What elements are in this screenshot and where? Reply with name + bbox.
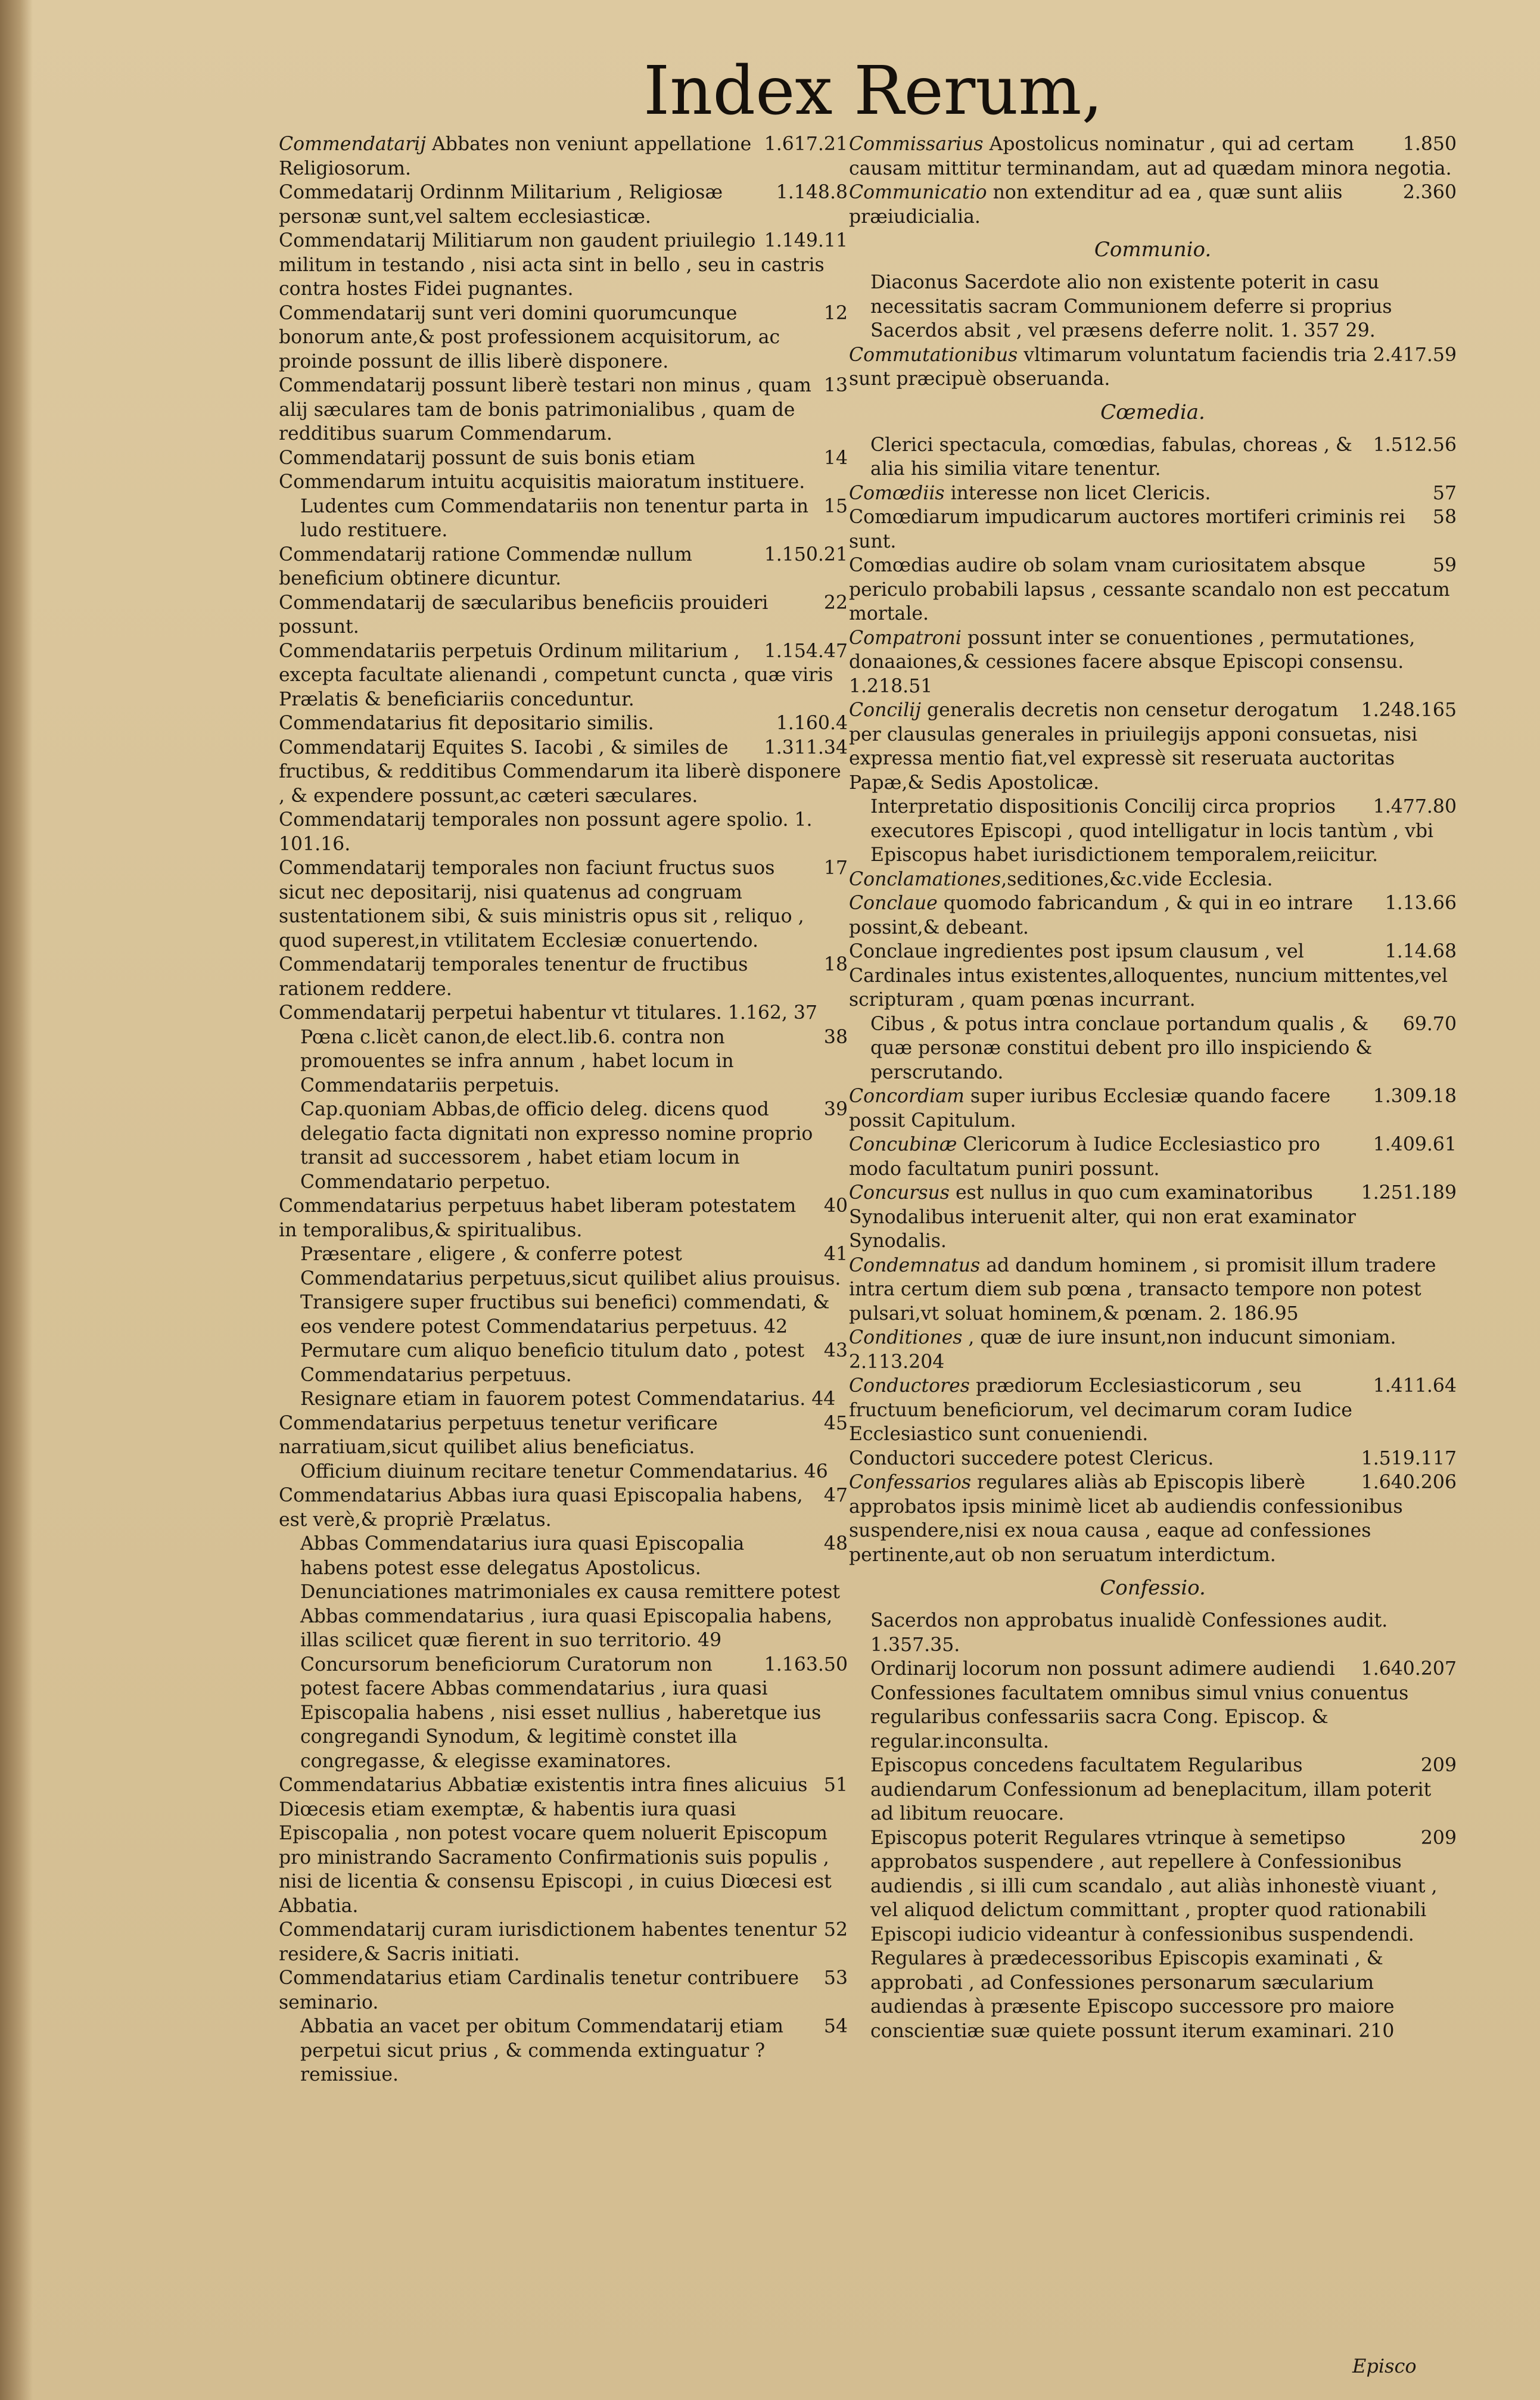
entry-text: Commendatarij Militiarum non gaudent priuilegio militum in testando , nisi acta sint in bello , seu in castris contra hostes Fidei pugnantes. [279,230,825,300]
entry-text: , quæ de iure insunt,non inducunt simoniam. 2.113.204 [849,1327,1396,1373]
right-column [849,132,1457,2043]
index-entry [279,1339,848,1387]
index-entry [849,626,1457,699]
entry-text: Conductori succedere potest Clericus. [849,1447,1214,1469]
entry-text: Commendatarij sunt veri domini quorumcunque bonorum ante,& post professionem acquisitorum, ac proinde possunt de illis liberè disponere. [279,302,780,372]
entry-text: Commendatarius perpetuus tenetur verificare narratiuam,sicut quilibet alius beneficiatus. [279,1412,718,1458]
entry-text: super iuribus Ecclesiæ quando facere possit Capitulum. [849,1086,1331,1131]
entry-reference: 1.617.21 [764,133,848,155]
entry-reference: 15 [823,495,848,517]
entry-reference: 1.640.207 [1361,1658,1457,1680]
entry-text: Commendatarij temporales tenentur de fructibus rationem reddere. [279,954,748,1000]
index-entry [279,229,848,301]
entry-text: Resignare etiam in fauorem potest Commendatarius. 44 [300,1388,836,1410]
index-entry [849,1254,1457,1326]
entry-text: Præsentare , eligere , & conferre potest Commendatarius perpetuus,sicut quilibet alius prouisus. [300,1243,841,1289]
entry-reference: 1.512.56 [1373,434,1457,456]
entry-reference: 1.13.66 [1385,893,1457,914]
entry-reference: 1.409.61 [1373,1134,1457,1155]
index-entry [279,374,848,446]
index-entry [279,856,848,953]
entry-text: Commedatarij Ordinnm Militarium , Religiosæ personæ sunt,vel saltem ecclesiasticæ. [279,182,723,228]
entry-reference: 12 [823,302,848,324]
entry-text: Commendatarij ratione Commendæ nullum beneficium obtinere dicuntur. [279,543,692,589]
entry-reference: 45 [823,1412,848,1434]
entry-reference: 69.70 [1402,1013,1457,1035]
index-entry [849,343,1457,391]
entry-text: generalis decretis non censetur derogatum per clausulas generales in priuilegijs apponi consuetas, nisi expressa mentio fiat,vel expressè sit reseruata auctoritas Papæ,& Sedis Apostolicæ. [849,700,1418,794]
entry-text: Commendatarij de sæcularibus beneficiis prouideri possunt. [279,592,769,638]
index-entry [279,639,848,712]
entry-reference: 209 [1420,1827,1457,1849]
entry-headword: Conclaue [849,893,938,914]
entry-reference: 1.311.34 [764,736,848,758]
entry-text: Episcopus concedens facultatem Regularibus audiendarum Confessionum ad beneplacitum, illam poterit ad libitum reuocare. [870,1755,1432,1824]
entry-headword: Concilij [849,700,921,721]
index-entry [849,891,1457,940]
entry-headword: Commendatarij [279,133,427,155]
entry-reference: 1.154.47 [764,640,848,662]
entry-text: Pœna c.licèt canon,de elect.lib.6. contra non promouentes se infra annum , habet locum in Commendatariis perpetuis. [300,1026,734,1096]
index-entry [849,1374,1457,1447]
index-entry [279,711,848,736]
entry-reference: 1.163.50 [764,1653,848,1675]
index-entry [279,1580,848,1653]
entry-reference: 1.160.4 [776,713,848,734]
entry-reference: 43 [823,1340,848,1361]
entry-reference: 1.149.11 [764,230,848,251]
index-entry [279,1291,848,1339]
entry-headword: Concursus [849,1182,950,1204]
section-heading: Communio. [1094,238,1212,262]
page-title: Index Rerum, [643,52,1103,130]
index-entry [849,1326,1457,1374]
entry-text: Commendatarij possunt liberè testari non minus , quam alij sæculares tam de bonis patrimonialibus , quam de redditibus suarum Commendarum. [279,375,811,444]
index-entry [279,1484,848,1532]
entry-text: Commendatarij temporales non possunt agere spolio. 1. 101.16. [279,809,813,855]
section-heading: Confessio. [1100,1576,1206,1600]
index-entry [279,1460,848,1484]
entry-reference: 48 [823,1533,848,1555]
entry-headword: Commissarius [849,133,984,155]
entry-headword: Conditiones [849,1327,963,1348]
entry-reference: 1.477.80 [1373,796,1457,817]
index-entry [279,1412,848,1460]
left-column [279,132,848,2087]
index-entry [279,1532,848,1580]
entry-reference: 41 [823,1243,848,1265]
index-entry [279,591,848,639]
entry-text: prædiorum Ecclesiasticorum , seu fructuum beneficiorum, vel decimarum coram Iudice Ecclesiastico sunt conueniendi. [849,1375,1352,1445]
entry-reference: 14 [823,447,848,469]
entry-text: quomodo fabricandum , & qui in eo intrare possint,& debeant. [849,893,1354,938]
entry-reference: 54 [823,2016,848,2037]
entry-headword: Commutationibus [849,344,1018,366]
entry-text: Commendatarij curam iurisdictionem habentes tenentur residere,& Sacris initiati. [279,1919,817,1965]
entry-text: Ludentes cum Commendatariis non tenentur parta in ludo restituere. [300,495,808,541]
entry-reference: 1.519.117 [1361,1447,1457,1469]
index-entry [279,808,848,856]
index-entry [849,1947,1457,2043]
entry-text: Clericorum à Iudice Ecclesiastico pro modo facultatum puniri possunt. [849,1134,1320,1180]
index-entry [849,1609,1457,1657]
entry-text: Commendatarius etiam Cardinalis tenetur contribuere seminario. [279,1967,799,2013]
entry-reference: 1.309.18 [1373,1086,1457,1107]
entry-reference: 2.417.59 [1373,344,1457,366]
index-entry [279,2014,848,2087]
index-entry [279,1001,848,1025]
entry-text: Ordinarij locorum non possunt adimere audiendi Confessiones facultatem omnibus simul vnius conuentus regularibus confessariis sacra Cong. Episcop. & regular.inconsulta. [870,1658,1409,1752]
index-entry [849,505,1457,554]
index-entry [279,1918,848,1966]
entry-reference: 22 [823,592,848,614]
entry-reference: 1.640.206 [1361,1472,1457,1493]
entry-text: Concursorum beneficiorum Curatorum non potest facere Abbas commendatarius , iura quasi Episcopalia habens , nisi esset nullius , haberetque ius congregandi Synodum, & legitimè constet illa congregasse, & elegisse examinatores. [300,1653,822,1772]
entry-reference: 17 [823,857,848,879]
entry-reference: 39 [823,1099,848,1120]
index-entry [849,1754,1457,1826]
entry-reference: 1.148.8 [776,182,848,203]
entry-reference: 52 [823,1919,848,1941]
section-heading: Cœmedia. [1100,400,1205,424]
entry-text: Conclaue ingredientes post ipsum clausum , vel Cardinales intus existentes,alloquentes, nuncium mittentes,vel scripturam , quam pœnas incurrant. [849,941,1448,1011]
entry-text: interesse non licet Clericis. [944,482,1211,504]
entry-text: est nullus in quo cum examinatoribus Synodalibus interuenit alter, qui non erat examinator Synodalis. [849,1182,1356,1252]
entry-text: Apostolicus nominatur , qui ad certam causam mittitur terminandam, aut ad quædam minora negotia. [849,133,1452,179]
entry-text: Interpretatio dispositionis Concilij circa proprios executores Episcopi , quod intelligatur in locis tantùm , vbi Episcopus habet iurisdictionem temporalem,reiicitur. [870,796,1434,866]
entry-reference: 1.150.21 [764,543,848,565]
entry-reference: 53 [823,1967,848,1989]
index-entry [279,1653,848,1774]
index-entry [849,795,1457,868]
entry-text: Commendatarius fit depositario similis. [279,713,654,734]
index-entry [849,271,1457,343]
entry-reference: 47 [823,1485,848,1506]
index-entry [849,1181,1457,1254]
index-entry [849,181,1457,229]
entry-text: Commendatarij Equites S. Iacobi , & similes de fructibus, & redditibus Commendarum ita liberè disponere , & expendere possunt,ac cæteri sæculares. [279,736,841,807]
entry-headword: Communicatio [849,182,987,203]
index-entry [279,1387,848,1412]
entry-text: regulares aliàs ab Episcopis liberè approbatos ipsis minimè licet ab audiendis confessionibus suspendere,nisi ex noua causa , eaque ad confessiones pertinente,aut ob non seruatum interdictum. [849,1472,1403,1566]
entry-text: Officium diuinum recitare tenetur Commendatarius. 46 [300,1460,828,1482]
entry-text: Abbatia an vacet per obitum Commendatarij etiam perpetui sicut prius , & commenda extinguatur ? remissiue. [300,2016,783,2085]
entry-reference: 209 [1420,1755,1457,1776]
index-entry [849,1826,1457,1947]
entry-text: Cibus , & potus intra conclaue portandum qualis , & quæ personæ constitui debent pro illo inspiciendo & perscrutando. [870,1013,1373,1083]
entry-text: ,seditiones,&c.vide Ecclesia. [1001,868,1273,890]
index-entry [849,940,1457,1012]
entry-headword: Comœdiis [849,482,945,504]
entry-text: ad dandum hominem , si promisit illum tradere intra certum diem sub pœna , transacto tempore non potest pulsari,vt soluat hominem,& pœnam. 2. 186.95 [849,1254,1436,1325]
index-entry [279,181,848,229]
index-entry [849,868,1457,892]
entry-headword: Compatroni [849,627,962,649]
index-entry [849,1012,1457,1085]
entry-reference: 2.360 [1402,182,1457,203]
catchword: Episco [1352,2355,1417,2377]
entry-reference: 1.248.165 [1361,700,1457,721]
entry-headword: Confessarios [849,1472,972,1493]
entry-reference: 18 [823,954,848,975]
entry-reference: 38 [823,1026,848,1048]
index-entry [849,1133,1457,1181]
entry-text: Cap.quoniam Abbas,de officio deleg. dicens quod delegatio facta dignitati non expresso nomine proprio transit ad successorem , habet etiam locum in Commendatario perpetuo. [300,1099,813,1193]
index-entry [849,554,1457,626]
index-entry [279,1194,848,1242]
entry-text: Abbates non veniunt appellatione Religiosorum. [279,133,752,179]
entry-text: Commendatarius Abbatiæ existentis intra fines alicuius Diœcesis etiam exemptæ, & habentis iura quasi Episcopalia , non potest vocare quem noluerit Episcopum pro ministrando Sacramento Confirmationis suis populis , nisi de licentia & consensu Episcopi , in cuius Diœcesi est Abbatia. [279,1774,832,1917]
entry-text: Commendatariis perpetuis Ordinum militarium , excepta facultate alienandi , competunt cuncta , quæ viris Prælatis & beneficiariis conceduntur. [279,640,833,710]
index-entry [849,698,1457,795]
entry-text: non extenditur ad ea , quæ sunt aliis præiudicialia. [849,182,1343,228]
index-entry [279,1025,848,1098]
entry-text: Permutare cum aliquo beneficio titulum dato , potest Commendatarius perpetuus. [300,1340,805,1386]
index-entry [279,446,848,495]
entry-text: vltimarum voluntatum faciendis tria sunt præcipuè obseruanda. [849,344,1367,390]
index-entry [849,481,1457,506]
entry-text: Commendatarius perpetuus habet liberam potestatem in temporalibus,& spiritualibus. [279,1195,797,1241]
entry-text: Comœdiarum impudicarum auctores mortiferi criminis rei sunt. [849,506,1405,552]
index-entry [279,1242,848,1291]
entry-text: Denunciationes matrimoniales ex causa remittere potest Abbas commendatarius , iura quasi Episcopalia habens, illas scilicet quæ fierent in suo territorio. 49 [300,1581,841,1651]
entry-headword: Concordiam [849,1086,965,1107]
entry-headword: Condemnatus [849,1254,981,1276]
index-entry [849,132,1457,181]
index-entry [279,301,848,374]
entry-text: Commendatarij possunt de suis bonis etiam Commendarum intuitu acquisitis maioratum instituere. [279,447,805,493]
entry-text: Commendatarij perpetui habentur vt titulares. 1.162, 37 [279,1002,818,1024]
entry-headword: Concubinæ [849,1134,957,1155]
entry-text: Commendatarij temporales non faciunt fructus suos sicut nec depositarij, nisi quatenus ad congruam sustentationem sibi, & suis ministris opus sit , reliquo , quod superest,in vtilitatem Ecclesiæ conuertendo. [279,857,804,952]
entry-headword: Conductores [849,1375,970,1397]
index-entry [279,132,848,181]
index-entry [279,953,848,1001]
entry-reference: 57 [1432,482,1457,504]
index-entry [279,736,848,809]
index-entry [279,1966,848,2014]
entry-text: Episcopus poterit Regulares vtrinque à semetipso approbatos suspendere , aut repellere à Confessionibus audiendis , si illi cum scandalo , aut aliàs inhonestè viuant , vel aliquod delictum committant , propter quod rationabili Episcopi iudicio videantur à confessionibus suspendendi. [870,1827,1438,1945]
entry-reference: 51 [823,1774,848,1796]
index-entry [849,1471,1457,1567]
index-entry [849,1657,1457,1754]
entry-text: Commendatarius Abbas iura quasi Episcopalia habens, est verè,& propriè Prælatus. [279,1485,803,1531]
entry-reference: 58 [1432,506,1457,528]
entry-text: Diaconus Sacerdote alio non existente poterit in casu necessitatis sacram Communionem deferre si proprius Sacerdos absit , vel præsens deferre nolit. 1. 357 29. [870,272,1392,341]
index-entry [279,495,848,543]
entry-reference: 1.411.64 [1373,1375,1457,1397]
entry-reference: 13 [823,375,848,396]
index-entry [849,433,1457,481]
index-entry [849,1447,1457,1471]
entry-reference: 1.14.68 [1385,941,1457,962]
index-entry [849,1084,1457,1133]
index-entry [279,1773,848,1918]
entry-text: Sacerdos non approbatus inualidè Confessiones audit. 1.357.35. [870,1610,1388,1656]
entry-reference: 1.850 [1402,133,1457,155]
entry-text: Abbas Commendatarius iura quasi Episcopalia habens potest esse delegatus Apostolicus. [300,1533,745,1579]
entry-reference: 40 [823,1195,848,1217]
entry-text: Regulares à prædecessoribus Episcopis examinati , & approbati , ad Confessiones personarum sæcularium audiendas à præsente Episcopo successore pro maiore conscientiæ suæ quiete possunt iterum examinari. 210 [870,1948,1395,2042]
book-spine-shadow [0,0,33,2400]
entry-text: Transigere super fructibus sui benefici) commendati, & eos vendere potest Commendatarius perpetuus. 42 [300,1292,830,1338]
entry-headword: Conclamationes [849,868,1001,890]
entry-reference: 59 [1432,555,1457,576]
index-entry [279,543,848,591]
entry-reference: 1.251.189 [1361,1182,1457,1204]
entry-text: possunt inter se conuentiones , permutationes, donaaiones,& cessiones facere absque Episcopi consensu. 1.218.51 [849,627,1415,697]
index-entry [279,1098,848,1194]
entry-text: Clerici spectacula, comœdias, fabulas, choreas , & alia his similia vitare tenentur. [870,434,1352,480]
entry-text: Comœdias audire ob solam vnam curiositatem absque periculo probabili lapsus , cessante scandalo non est peccatum mortale. [849,555,1450,624]
